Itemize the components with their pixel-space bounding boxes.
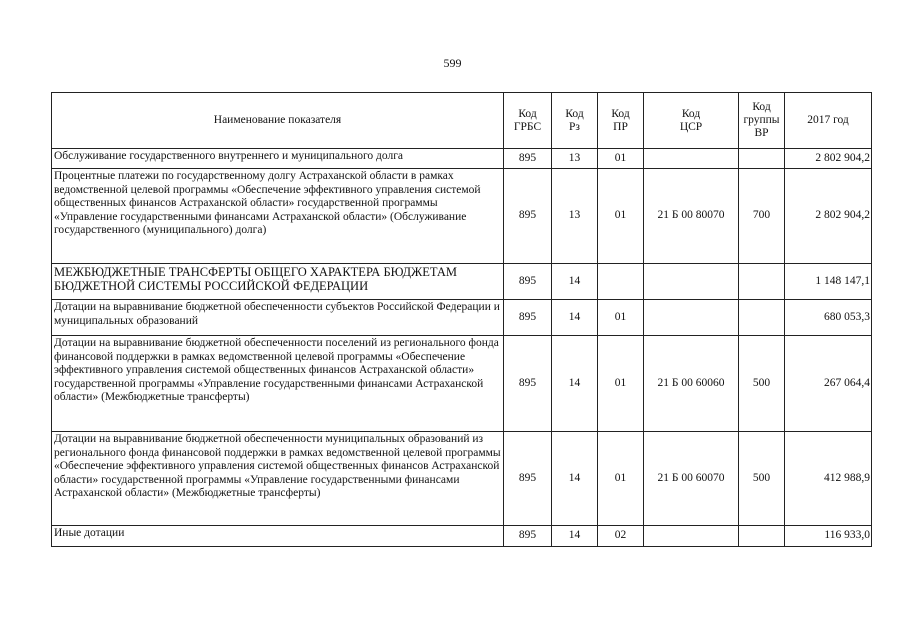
header-pr-line1: Код — [611, 107, 630, 120]
header-name — [52, 93, 504, 149]
header-name-label: Наименование показателя — [213, 114, 342, 126]
header-csr-line2: ЦСР — [679, 120, 703, 133]
header-grbs — [504, 93, 552, 149]
row-csr: 21 Б 00 80070 — [644, 169, 739, 264]
table-row — [52, 336, 872, 432]
row-grbs: 895 — [504, 432, 552, 526]
row-vr — [739, 526, 785, 547]
row-amount: 2 802 904,2 — [785, 149, 872, 169]
row-grbs: 895 — [504, 300, 552, 336]
row-pr — [598, 264, 644, 300]
row-name: Дотации на выравнивание бюджетной обеспеченности поселений из регионального фонда финансовой поддержки в рамках ведомственной целевой программы «Обеспечение эффективного управления системой общественных финансов Астраханской области» государственной программы «Управление государственными финансами Астраханской области» (Межбюджетные трансферты) — [52, 336, 504, 432]
header-grbs-line2: ГРБС — [513, 120, 542, 133]
header-grbs-line1: Код — [518, 107, 537, 120]
row-amount: 267 064,4 — [785, 336, 872, 432]
row-vr — [739, 300, 785, 336]
row-name: МЕЖБЮДЖЕТНЫЕ ТРАНСФЕРТЫ ОБЩЕГО ХАРАКТЕРА БЮДЖЕТАМ БЮДЖЕТНОЙ СИСТЕМЫ РОССИЙСКОЙ ФЕДЕРАЦИИ — [52, 264, 504, 300]
row-grbs: 895 — [504, 264, 552, 300]
table-header-row — [52, 93, 872, 149]
header-rz-line1: Код — [565, 107, 584, 120]
row-vr — [739, 264, 785, 300]
row-vr — [739, 149, 785, 169]
table-row — [52, 526, 872, 547]
row-vr: 500 — [739, 432, 785, 526]
row-vr: 700 — [739, 169, 785, 264]
header-csr — [644, 93, 739, 149]
row-name: Иные дотации — [52, 526, 504, 547]
table-row — [52, 149, 872, 169]
header-rz — [552, 93, 598, 149]
row-pr: 01 — [598, 336, 644, 432]
row-grbs: 895 — [504, 169, 552, 264]
row-csr — [644, 264, 739, 300]
row-pr: 01 — [598, 169, 644, 264]
row-pr: 01 — [598, 432, 644, 526]
row-rz: 13 — [552, 149, 598, 169]
row-amount: 2 802 904,2 — [785, 169, 872, 264]
table-row — [52, 169, 872, 264]
header-csr-line1: Код — [681, 107, 701, 120]
budget-table — [51, 92, 872, 547]
row-csr: 21 Б 00 60060 — [644, 336, 739, 432]
header-vr-line1: Код — [752, 101, 771, 113]
row-csr — [644, 526, 739, 547]
table-row — [52, 432, 872, 526]
header-pr — [598, 93, 644, 149]
row-grbs: 895 — [504, 336, 552, 432]
row-rz: 14 — [552, 336, 598, 432]
header-vr-line3: ВР — [754, 127, 769, 139]
row-pr: 02 — [598, 526, 644, 547]
row-rz: 14 — [552, 300, 598, 336]
row-csr — [644, 300, 739, 336]
row-rz: 14 — [552, 526, 598, 547]
header-year-label: 2017 год — [807, 114, 849, 126]
row-grbs: 895 — [504, 149, 552, 169]
header-vr — [739, 93, 785, 149]
row-name: Дотации на выравнивание бюджетной обеспеченности муниципальных образований из регионального фонда финансовой поддержки в рамках ведомственной целевой программы «Обеспечение эффективного управления системой общественных финансов Астраханской области» государственной программы «Управление государственными финансами Астраханской области» (Межбюджетные трансферты) — [52, 432, 504, 526]
row-amount: 412 988,9 — [785, 432, 872, 526]
table-row — [52, 300, 872, 336]
row-rz: 14 — [552, 432, 598, 526]
row-rz: 13 — [552, 169, 598, 264]
row-pr: 01 — [598, 300, 644, 336]
page-number: 599 — [443, 56, 462, 70]
row-name: Процентные платежи по государственному долгу Астраханской области в рамках ведомственной целевой программы «Обеспечение эффективного управления системой общественных финансов Астраханской области» государственной программы «Управление государственными финансами Астраханской области» (Обслуживание государственного (муниципального) долга) — [52, 169, 504, 264]
header-pr-line2: ПР — [613, 120, 628, 133]
row-grbs: 895 — [504, 526, 552, 547]
header-vr-line2: группы — [743, 114, 780, 126]
row-amount: 680 053,3 — [785, 300, 872, 336]
row-csr: 21 Б 00 60070 — [644, 432, 739, 526]
header-year — [785, 93, 872, 149]
row-vr: 500 — [739, 336, 785, 432]
row-rz: 14 — [552, 264, 598, 300]
table-row — [52, 264, 872, 300]
header-rz-line2: Рз — [569, 120, 580, 133]
row-pr: 01 — [598, 149, 644, 169]
row-csr — [644, 149, 739, 169]
row-amount: 1 148 147,1 — [785, 264, 872, 300]
row-amount: 116 933,0 — [785, 526, 872, 547]
row-name: Обслуживание государственного внутреннего и муниципального долга — [52, 149, 504, 169]
row-name: Дотации на выравнивание бюджетной обеспеченности субъектов Российской Федерации и муниципальных образований — [52, 300, 504, 336]
